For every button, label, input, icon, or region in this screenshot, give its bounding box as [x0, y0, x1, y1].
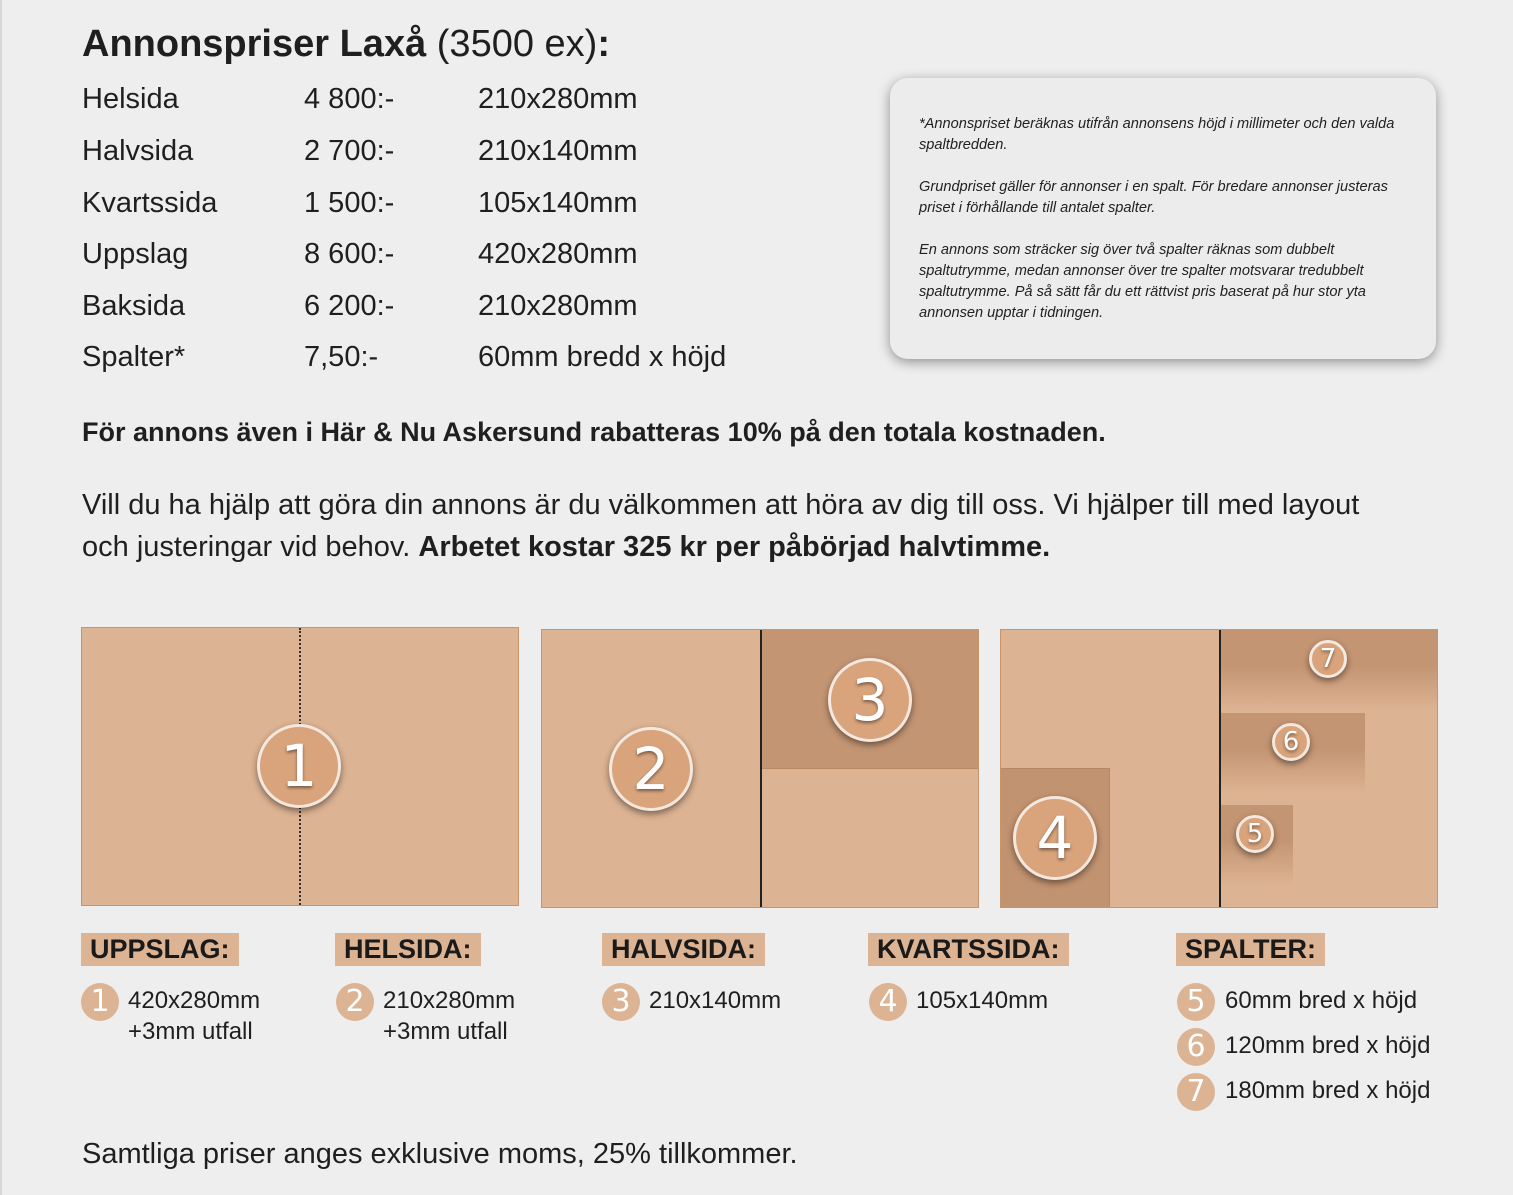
price-value: 8 600:-: [304, 238, 395, 270]
help-price: Arbetet kostar 325 kr per påbörjad halvtimme.: [418, 531, 1051, 563]
price-name: Uppslag: [82, 238, 189, 270]
legend-text: 210x140mm: [649, 987, 782, 1014]
price-size: 420x280mm: [478, 238, 638, 270]
diagram-number-1: 1: [257, 724, 341, 808]
legend-line: 210x280mm: [383, 987, 516, 1014]
price-size: 210x280mm: [478, 290, 638, 322]
help-paragraph: [82, 484, 1412, 568]
legend-line: 420x280mm: [128, 987, 261, 1014]
price-name: Helsida: [82, 83, 179, 115]
legend-heading-helsida: HELSIDA:: [335, 933, 481, 966]
legend-number: 6: [1177, 1028, 1215, 1066]
price-size: 210x280mm: [478, 83, 638, 115]
legend-number: 3: [602, 983, 640, 1021]
title-bold: Annonspriser Laxå: [82, 23, 427, 65]
diagram-number-4: 4: [1013, 796, 1097, 880]
legend-text: 60mm bred x höjd: [1225, 987, 1418, 1014]
price-value: 6 200:-: [304, 290, 395, 322]
info-paragraph: *Annonspriset beräknas utifrån annonsens höjd i millimeter och den valda spaltbredden.: [919, 116, 1395, 153]
diagram-uppslag: [81, 627, 519, 906]
price-value: 2 700:-: [304, 135, 395, 167]
diagram-number-6: 6: [1272, 723, 1310, 761]
price-size: 60mm bredd x höjd: [478, 341, 727, 373]
title-edition: (3500 ex): [436, 23, 598, 65]
diagram-kvartssida-spalter: [1000, 629, 1438, 908]
legend-line: +3mm utfall: [128, 1018, 253, 1045]
price-name: Halvsida: [82, 135, 194, 167]
legend-line: +3mm utfall: [383, 1018, 508, 1045]
price-value: 1 500:-: [304, 187, 395, 219]
price-name: Kvartssida: [82, 187, 218, 219]
price-value: 4 800:-: [304, 83, 395, 115]
legend-text: 180mm bred x höjd: [1225, 1077, 1431, 1104]
legend-number: 1: [81, 983, 119, 1021]
legend-number: 2: [336, 983, 374, 1021]
legend-heading-halvsida: HALVSIDA:: [602, 933, 765, 966]
help-text: Vill du ha hjälp att göra din annons är du välkommen att höra av dig till oss. Vi hjälper till med layout och justeringar vid behov.: [82, 489, 1360, 563]
discount-note: För annons även i Här & Nu Askersund rabatteras 10% på den totala kostnaden.: [82, 417, 1106, 447]
diagram-number-3: 3: [828, 658, 912, 742]
legend-number: 7: [1177, 1073, 1215, 1111]
page-divider: [760, 630, 762, 907]
legend-text: 120mm bred x höjd: [1225, 1032, 1431, 1059]
legend-number: 5: [1177, 983, 1215, 1021]
vat-note: Samtliga priser anges exklusive moms, 25% tillkommer.: [82, 1138, 798, 1170]
pricing-info-card: [890, 78, 1436, 359]
legend-number: 4: [869, 983, 907, 1021]
price-size: 210x140mm: [478, 135, 638, 167]
info-paragraph: Grundpriset gäller för annonser i en spalt. För bredare annonser justeras priset i förhållande till antalet spalter.: [919, 179, 1388, 216]
diagram-number-7: 7: [1309, 640, 1347, 678]
legend-heading-spalter: SPALTER:: [1176, 933, 1325, 966]
diagram-helsida-halvsida: [541, 629, 979, 908]
legend-heading-kvartssida: KVARTSSIDA:: [868, 933, 1069, 966]
legend-text: 105x140mm: [916, 987, 1049, 1014]
price-size: 105x140mm: [478, 187, 638, 219]
legend-text: [128, 985, 260, 1047]
price-value: 7,50:-: [304, 341, 379, 373]
price-name: Spalter*: [82, 341, 186, 373]
diagram-number-5: 5: [1236, 815, 1274, 853]
page-edge: [0, 0, 2, 1195]
info-paragraph: En annons som sträcker sig över två spalter räknas som dubbelt spaltutrymme, medan annonser över tre spalter motsvarar tredubbelt spaltutrymme. På så sätt får du ett rättvist pris baserat på hur stor yta annonsen upptar i tidningen.: [919, 242, 1366, 321]
title-colon: :: [597, 23, 610, 65]
legend-heading-uppslag: UPPSLAG:: [81, 933, 239, 966]
page-divider: [1219, 630, 1221, 907]
price-name: Baksida: [82, 290, 186, 322]
page-title: [82, 22, 610, 66]
diagram-number-2: 2: [609, 727, 693, 811]
legend-text: [383, 985, 515, 1047]
